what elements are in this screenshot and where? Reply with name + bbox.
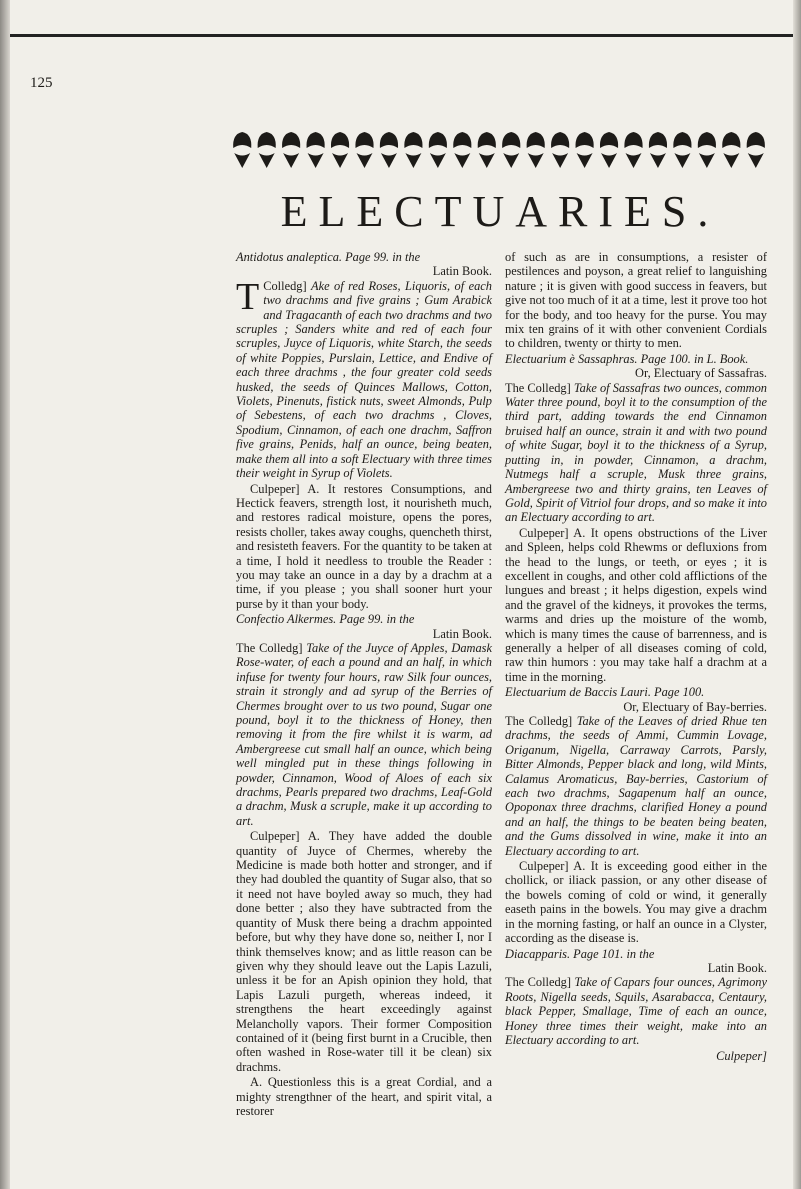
recipe-paragraph [505,714,767,858]
speaker-label: The Colledg] [505,714,577,728]
fleuron-bottom-icon [332,153,348,168]
commentary-paragraph: Culpeper] A. It is exceeding good either in the chollick, or iliack passion, or any other disease of the bowels coming of cold or wind, it generally easeth pains in the bowels. You may give a drachm in the morning fasting, or half an ounce in a Clyster, according as the disease is. [505,859,767,946]
section-subheading: Latin Book. [432,264,492,279]
right-column [505,250,767,1065]
section-heading: Electuarium è Sassaphras. Page 100. in L. Book. [505,351,749,366]
top-rule [10,34,793,37]
fleuron-bottom-icon [259,153,275,168]
fleuron-bottom-icon [503,153,519,168]
fleuron-bottom-icon [650,153,666,168]
recipe-text: Take of the Juyce of Apples, Damask Rose-water, of each a pound and an half, in which infuse for twenty four hours, raw Silk four ounces, strain it strongly and ad syrup of the Berries of Chermes brought over to us two pound, Sugar one pound, boyl it to the thickness of Honey, then removing it from the fire whilst it is warm, ad Ambergreese cut small half an ounce, which being well mingled put in these things following in powder, Cinnamon, Wood of Aloes of each six drachms, Pearls prepared two drachms, Leaf-Gold a drachm, Musk a scruple, make it up according to art. [236,640,492,828]
catchword: Culpeper] [716,1049,767,1064]
commentary-paragraph: A. Questionless this is a great Cordial, and a mighty strengthner of the heart, and spirit vital, a restorer [236,1075,492,1118]
fleuron-bottom-icon [430,153,446,168]
fleuron-top-icon [624,132,642,148]
drop-cap: T [236,275,260,318]
section-subheading: Or, Electuary of Bay-berries. [623,699,767,714]
page-edge-right [793,0,801,1189]
fleuron-bottom-icon [357,153,373,168]
section-subheading: Latin Book. [432,626,492,641]
fleuron-top-icon [258,132,276,148]
fleuron-bottom-icon [699,153,715,168]
fleuron-top-icon [576,132,594,148]
fleuron-bottom-icon [674,153,690,168]
fleuron-top-icon [355,132,373,148]
fleuron-top-icon [233,132,251,148]
fleuron-top-icon [649,132,667,148]
fleuron-bottom-icon [723,153,739,168]
commentary-paragraph: Culpeper] A. They have added the double quantity of Juyce of Chermes, whereby the Medicine is made both hotter and stronger, and if they had doubled the quantity of Sugar also, that so it need not have boyled away so much, they had done better ; also they have subtracted from the quantity of Musk there being a drachm appointed before, but why they have done so, neither I, nor I think themselves know; and as little reason can be given why they should leave out the Lapis Lazuli, unless it be for an Apish opinion they hold, that Lapis Lazuli purgeth, whereas indeed, it strengthens the heart exceedingly against Melancholly vapors. Their former Composition contained of it (being first burnt in a Crucible, then often washed in Rose-water till it be clean) six drachms. [236,829,492,1074]
recipe-text: Ake of red Roses, Liquoris, of each two drachms and five grains ; Gum Arabick and Tragacanth of each two drachms and two scruples ; Sanders white and red of each four scruples, Juyce of Liquoris, white Starch, the seeds of white Poppies, Purslain, Lettice, and Endive of each three drachms , the four greater cold seeds husked, the seeds of Quinces Mallows, Cotton, Violets, Pinenuts, fistick nuts, sweet Almonds, Pulp of Sebestens, of each two drachms , Cloves, Spodium, Cinnamon, of each one drachm, Saffron five grains, Penids, half an ounce, being beaten, make them all into a soft Electuary with three times their weight in Syrup of Violets. [236,278,492,481]
fleuron-bottom-icon [552,153,568,168]
fleuron-top-icon [747,132,765,148]
recipe-text: Take of the Leaves of dried Rhue ten drachms, the seeds of Ammi, Cummin Lovage, Origanum, Nigella, Carraway Carrots, Parsly, Bitter Almonds, Pepper black and long, wild Mints, Calamus Aromaticus, Bay-berries, Castorium of each two drachms, Sagapenum half an ounce, Opoponax three drachms, clarified Honey a pound and an half, the things to be beaten being beaten, and the Gums dissolved in wine, make it into an Electuary according to art. [505,714,767,858]
fleuron-top-icon [502,132,520,148]
fleuron-bottom-icon [626,153,642,168]
recipe-paragraph [236,641,492,828]
fleuron-band-icon [230,128,768,172]
fleuron-top-icon [331,132,349,148]
section-subheading: Or, Electuary of Sassafras. [635,366,767,381]
fleuron-bottom-icon [405,153,421,168]
page-edge-left [0,0,10,1189]
left-column [236,250,492,1119]
fleuron-top-icon [698,132,716,148]
section-heading: Diacapparis. Page 101. in the [505,946,655,961]
fleuron-bottom-icon [308,153,324,168]
fleuron-top-icon [722,132,740,148]
commentary-paragraph: Culpeper] A. It opens obstructions of the Liver and Spleen, helps cold Rhewms or defluxions from the head to the lungs, or teeth, or eyes ; it is excellent in coughs, and other cold afflictions of the lungues and breast ; it helps digestion, expels wind and the gravel of the kidneys, it provokes the terms, warms and dries up the moisture of the womb, which is many times the cause of barrenness, and is generally a helper of all diseases coming of cold, raw thin humors : you may take half a drachm at a time in the morning. [505,525,767,684]
section-heading: Antidotus analeptica. Page 99. in the [236,250,421,264]
fleuron-top-icon [600,132,618,148]
fleuron-top-icon [478,132,496,148]
recipe-paragraph [236,275,492,481]
recipe-paragraph [505,975,767,1047]
fleuron-bottom-icon [601,153,617,168]
fleuron-bottom-icon [748,153,764,168]
fleuron-top-icon [404,132,422,148]
recipe-text: Take of Sassafras two ounces, common Water three pound, boyl it to the consumption of the third part, adding towards the end Cinnamon bruised half an ounce, strain it and with two pound of white Sugar, boyl it to the thickness of a Syrup, putting in, in powder, Cinnamon, a drachm, Nutmegs half a scruple, Musk three grains, Ambergreese two and thirty grains, ten Leaves of Gold, Spirit of Vitriol four drops, and so make it into an Electuary according to art. [505,380,767,525]
fleuron-bottom-icon [381,153,397,168]
fleuron-top-icon [307,132,325,148]
commentary-paragraph: of such as are in consumptions, a resister of pestilences and poyson, a great relief to languishing nature ; it is given with good success in feavers, but give not too much of it at a time, lest it prove too hot for the body, and too heavy for the purse. You may mix ten grains of it with other convenient Cordials to children, twenty or thirty to men. [505,250,767,351]
fleuron-top-icon [673,132,691,148]
commentary-paragraph: Culpeper] A. It restores Consumptions, and Hectick feavers, strength lost, it nourisheth much, and restores radical moisture, opens the pores, resists choller, takes away coughs, quencheth thirst, and resisteth feavers. For the quantity to be taken at a time, I hold it needless to trouble the Reader : you may take an ounce in a day by a drachm at a time, if you please ; you shall sooner hurt your purse by it than your body. [236,481,492,611]
fleuron-top-icon [429,132,447,148]
speaker-label: The Colledg] [505,380,574,395]
fleuron-top-icon [282,132,300,148]
fleuron-top-icon [380,132,398,148]
page-number: 125 [30,75,53,91]
speaker-label: Colledg] [263,278,312,293]
speaker-label: The Colledg] [505,975,575,990]
section-subheading: Latin Book. [707,960,767,975]
page-title: ELECTUARIES. [280,187,720,236]
speaker-label: The Colledg] [236,640,307,655]
section-heading: Confectio Alkermes. Page 99. in the [236,612,415,627]
fleuron-top-icon [527,132,545,148]
fleuron-bottom-icon [479,153,495,168]
fleuron-bottom-icon [528,153,544,168]
recipe-text: Take of Capars four ounces, Agrimony Roots, Nigella seeds, Squils, Asarabacca, Centaury, black Pepper, Smallage, Time of each an ounce, Honey three times their weight, make into an Electuary according to art. [505,975,767,1047]
recipe-paragraph [505,381,767,525]
fleuron-bottom-icon [234,153,250,168]
fleuron-bottom-icon [454,153,470,168]
fleuron-top-icon [551,132,569,148]
section-heading: Electuarium de Baccis Lauri. Page 100. [505,685,705,700]
fleuron-top-icon [453,132,471,148]
fleuron-bottom-icon [577,153,593,168]
fleuron-bottom-icon [283,153,299,168]
